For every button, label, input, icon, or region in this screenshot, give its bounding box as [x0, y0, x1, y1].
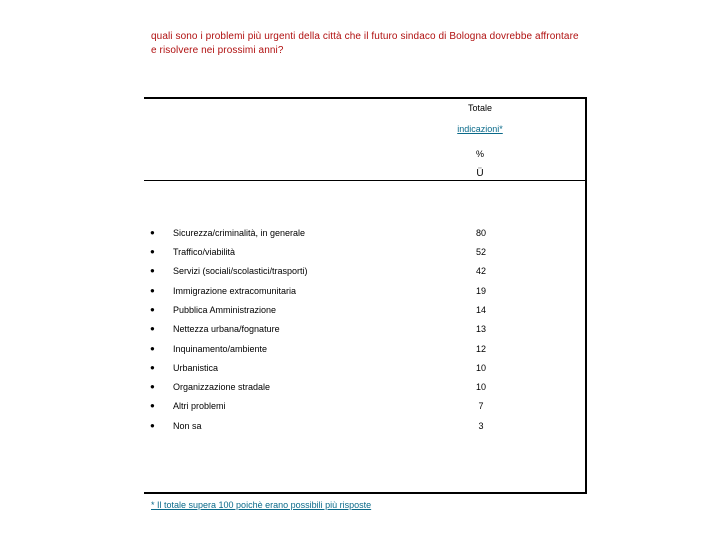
table-row [144, 421, 587, 437]
sort-arrow-icon: Ü [476, 168, 484, 179]
column-unit-percent: % [475, 149, 484, 159]
row-label: Inquinamento/ambiente [173, 344, 268, 354]
bullet-icon: ● [150, 324, 155, 333]
table-row [144, 363, 587, 379]
bullet-icon: ● [150, 363, 155, 372]
bullet-icon: ● [150, 382, 155, 391]
question-text: quali sono i problemi più urgenti della città che il futuro sindaco di Bologna dovrebbe affrontare e risolvere nei prossimi anni? [151, 31, 579, 56]
row-value: 3 [478, 421, 484, 431]
row-label: Sicurezza/criminalità, in generale [173, 228, 306, 238]
table-row [144, 382, 587, 398]
table-row [144, 266, 587, 282]
row-value: 12 [475, 344, 486, 354]
row-label: Non sa [173, 421, 202, 431]
row-value: 10 [475, 363, 486, 373]
row-label: Organizzazione stradale [173, 382, 271, 392]
row-label: Traffico/viabilità [173, 247, 236, 257]
header-divider [144, 180, 587, 181]
bullet-icon: ● [150, 228, 155, 237]
row-label: Immigrazione extracomunitaria [173, 286, 297, 296]
row-value: 80 [475, 228, 486, 238]
column-header-total: Totale [467, 103, 493, 113]
row-value: 13 [475, 324, 486, 334]
table-row [144, 305, 587, 321]
bullet-icon: ● [150, 401, 155, 410]
bullet-icon: ● [150, 344, 155, 353]
row-label: Pubblica Amministrazione [173, 305, 277, 315]
table-row [144, 324, 587, 340]
bullet-icon: ● [150, 266, 155, 275]
row-label: Servizi (sociali/scolastici/trasporti) [173, 266, 308, 276]
row-value: 42 [475, 266, 486, 276]
row-value: 10 [475, 382, 486, 392]
table-row [144, 286, 587, 302]
table-row [144, 247, 587, 263]
row-label: Altri problemi [173, 401, 226, 411]
bullet-icon: ● [150, 247, 155, 256]
row-label: Urbanistica [173, 363, 219, 373]
row-value: 7 [478, 401, 484, 411]
bullet-icon: ● [150, 286, 155, 295]
bullet-icon: ● [150, 305, 155, 314]
row-value: 19 [475, 286, 486, 296]
table-row [144, 344, 587, 360]
row-label: Nettezza urbana/fognature [173, 324, 280, 334]
table-row [144, 401, 587, 417]
column-subheader-indicazioni[interactable]: indicazioni* [457, 124, 503, 134]
footnote[interactable]: * Il totale supera 100 poichè erano possibili più risposte [151, 500, 372, 510]
row-value: 14 [475, 305, 486, 315]
row-value: 52 [475, 247, 486, 257]
table-row [144, 228, 587, 244]
bullet-icon: ● [150, 421, 155, 430]
